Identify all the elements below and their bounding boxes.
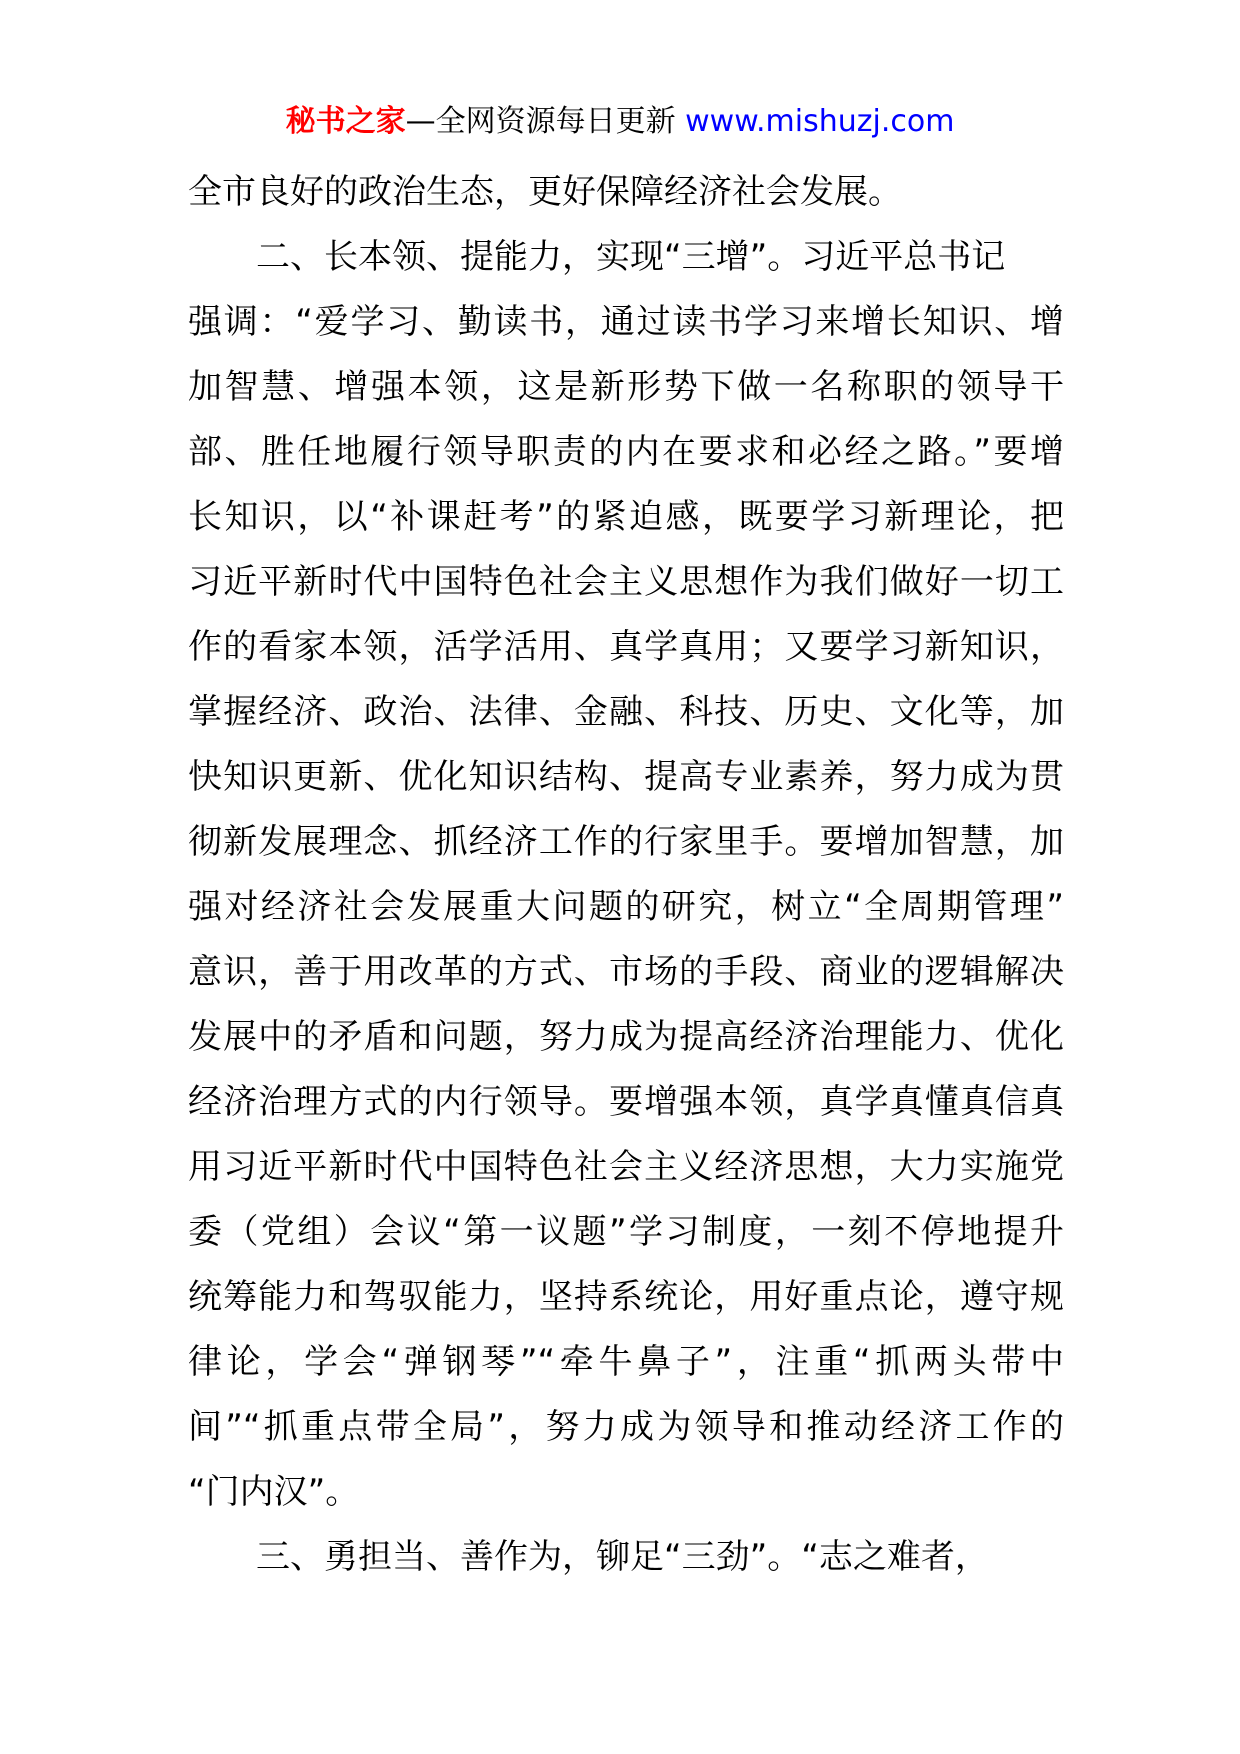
- section-heading-line: 三、勇担当、善作为，铆足“三劲”。“志之难者，: [256, 1537, 989, 1577]
- text-line: 快知识更新、优化知识结构、提高专业素养，努力成为贯: [188, 757, 1064, 797]
- text-line: 长知识，以“补课赶考”的紧迫感，既要学习新理论，把: [188, 497, 1064, 537]
- text-line: 统筹能力和驾驭能力，坚持系统论，用好重点论，遵守规: [188, 1277, 1064, 1317]
- text-line: 彻新发展理念、抓经济工作的行家里手。要增加智慧，加: [188, 822, 1064, 862]
- text-line: “门内汉”。: [188, 1472, 360, 1512]
- text-line: 意识，善于用改革的方式、市场的手段、商业的逻辑解决: [188, 952, 1064, 992]
- text-line: 部、胜任地履行领导职责的内在要求和必经之路。”要增: [188, 432, 1064, 472]
- section-heading-line: 二、长本领、提能力，实现“三增”。习近平总书记: [256, 237, 1006, 277]
- text-line: 间”“抓重点带全局”，努力成为领导和推动经济工作的: [188, 1407, 1064, 1447]
- text-line: 发展中的矛盾和问题，努力成为提高经济治理能力、优化: [188, 1017, 1064, 1057]
- text-line: 掌握经济、政治、法律、金融、科技、历史、文化等，加: [188, 692, 1064, 732]
- site-header: [0, 100, 1240, 144]
- text-line: 律论，学会“弹钢琴”“牵牛鼻子”，注重“抓两头带中: [188, 1342, 1064, 1382]
- site-tagline: —全网资源每日更新: [405, 104, 686, 139]
- text-line: 委（党组）会议“第一议题”学习制度，一刻不停地提升: [188, 1212, 1064, 1252]
- site-brand: 秘书之家: [285, 104, 406, 139]
- text-line: 全市良好的政治生态，更好保障经济社会发展。: [188, 172, 902, 212]
- site-url-link[interactable]: www.mishuzj.com: [685, 104, 955, 139]
- text-line: 用习近平新时代中国特色社会主义经济思想，大力实施党: [188, 1147, 1064, 1187]
- document-body: [188, 160, 1064, 1590]
- text-line: 强调：“爱学习、勤读书，通过读书学习来增长知识、增: [188, 302, 1064, 342]
- text-line: 强对经济社会发展重大问题的研究，树立“全周期管理”: [188, 887, 1064, 927]
- text-line: 作的看家本领，活学活用、真学真用；又要学习新知识，: [188, 627, 1064, 667]
- text-line: 经济治理方式的内行领导。要增强本领，真学真懂真信真: [188, 1082, 1064, 1122]
- text-line: 习近平新时代中国特色社会主义思想作为我们做好一切工: [188, 562, 1064, 602]
- text-line: 加智慧、增强本领，这是新形势下做一名称职的领导干: [188, 367, 1064, 407]
